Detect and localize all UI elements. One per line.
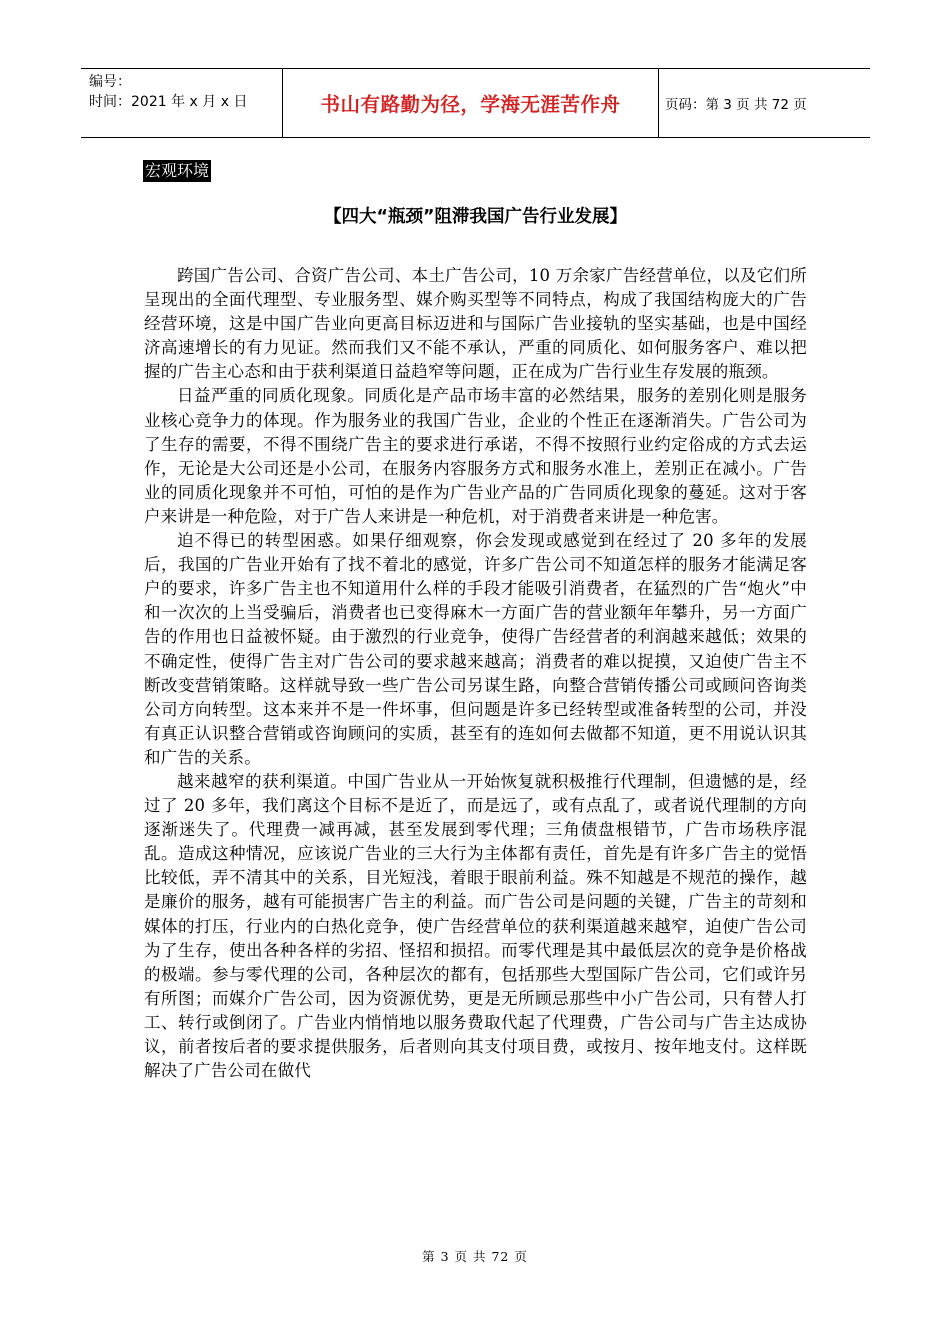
header-meta bbox=[81, 69, 283, 137]
page-header bbox=[81, 68, 870, 138]
paragraph: 跨国广告公司、合资广告公司、本土广告公司，10 万余家广告经营单位，以及它们所呈现出的全面代理型、专业服务型、媒介购买型等不同特点，构成了我国结构庞大的广告经营环境，这是中国广告业向更高目标迈进和与国际广告业接轨的坚实基础，也是中国经济高速增长的有力见证。然而我们又不能不承认，严重的同质化、如何服务客户、难以把握的广告主心态和由于获利渠道日益趋窄等问题，正在成为广告行业生存发展的瓶颈。 bbox=[144, 266, 807, 382]
paragraph: 日益严重的同质化现象。同质化是产品市场丰富的必然结果，服务的差别化则是服务业核心竞争力的体现。作为服务业的我国广告业，企业的个性正在逐渐消失。广告公司为了生存的需要，不得不围绕广告主的要求进行承诺，不得不按照行业约定俗成的方式去运作，无论是大公司还是小公司，在服务内容服务方式和服务水准上，差别正在减小。广告业的同质化现象并不可怕，可怕的是作为广告业产品的广告同质化现象的蔓延。这对于客户来讲是一种危险，对于广告人来讲是一种危机，对于消费者来讲是一种危害。 bbox=[144, 386, 807, 526]
paragraph: 越来越窄的获利渠道。中国广告业从一开始恢复就积极推行代理制，但遗憾的是，经过了 20 多年，我们离这个目标不是近了，而是远了，或有点乱了，或者说代理制的方向逐渐迷失了。代理费一减再减，甚至发展到零代理；三角债盘根错节，广告市场秩序混乱。造成这种情况，应该说广告业的三大行为主体都有责任，首先是有许多广告主的觉悟比较低，弄不清其中的关系，目光短浅，着眼于眼前利益。殊不知越是不规范的操作，越是廉价的服务，越有可能损害广告主的利益。而广告公司是问题的关键，广告主的苛刻和媒体的打压，行业内的白热化竞争，使广告经营单位的获利渠道越来越窄，迫使广告公司为了生存，使出各种各样的劣招、怪招和损招。而零代理是其中最低层次的竞争是价格战的极端。参与零代理的公司，各种层次的都有，包括那些大型国际广告公司，它们或许另有所图；而媒介广告公司，因为资源优势，更是无所顾忌那些中小广告公司，只有替人打工、转行或倒闭了。广告业内悄悄地以服务费取代起了代理费，广告公司与广告主达成协议，前者按后者的要求提供服务，后者则向其支付项目费，或按月、按年地支付。这样既解决了广告公司在做代 bbox=[144, 771, 807, 1081]
time-label: 时间：2021 年 x 月 x 日 bbox=[89, 94, 248, 110]
number-label: 编号： bbox=[89, 74, 131, 90]
paragraph: 迫不得已的转型困惑。如果仔细观察，你会发现或感觉到在经过了 20 多年的发展后，我国的广告业开始有了找不着北的感觉，许多广告公司不知道怎样的服务才能满足客户的要求，许多广告主也不知道用什么样的手段才能吸引消费者，在猛烈的广告“炮火”中和一次次的上当受骗后，消费者也已变得麻木一方面广告的营业额年年攀升，另一方面广告的作用也日益被怀疑。由于激烈的行业竞争，使得广告经营者的利润越来越低；效果的不确定性，使得广告主对广告公司的要求越来越高；消费者的难以捉摸，又迫使广告主不断改变营销策略。这样就导致一些广告公司另谋生路，向整合营销传播公司或顾问咨询类公司方向转型。这本来并不是一件坏事，但问题是许多已经转型或准备转型的公司，并没有真正认识整合营销或咨询顾问的实质，甚至有的连如何去做都不知道，更不用说认识其和广告的关系。 bbox=[144, 531, 807, 767]
body-text bbox=[144, 264, 807, 1083]
page-footer: 第 3 页 共 72 页 bbox=[422, 1249, 528, 1264]
document-title: 【四大“瓶颈”阻滞我国广告行业发展】 bbox=[323, 207, 627, 227]
section-tag: 宏观环境 bbox=[145, 161, 210, 180]
header-page-info: 页码：第 3 页 共 72 页 bbox=[665, 97, 807, 113]
header-motto: 书山有路勤为径，学海无涯苦作舟 bbox=[283, 69, 659, 137]
